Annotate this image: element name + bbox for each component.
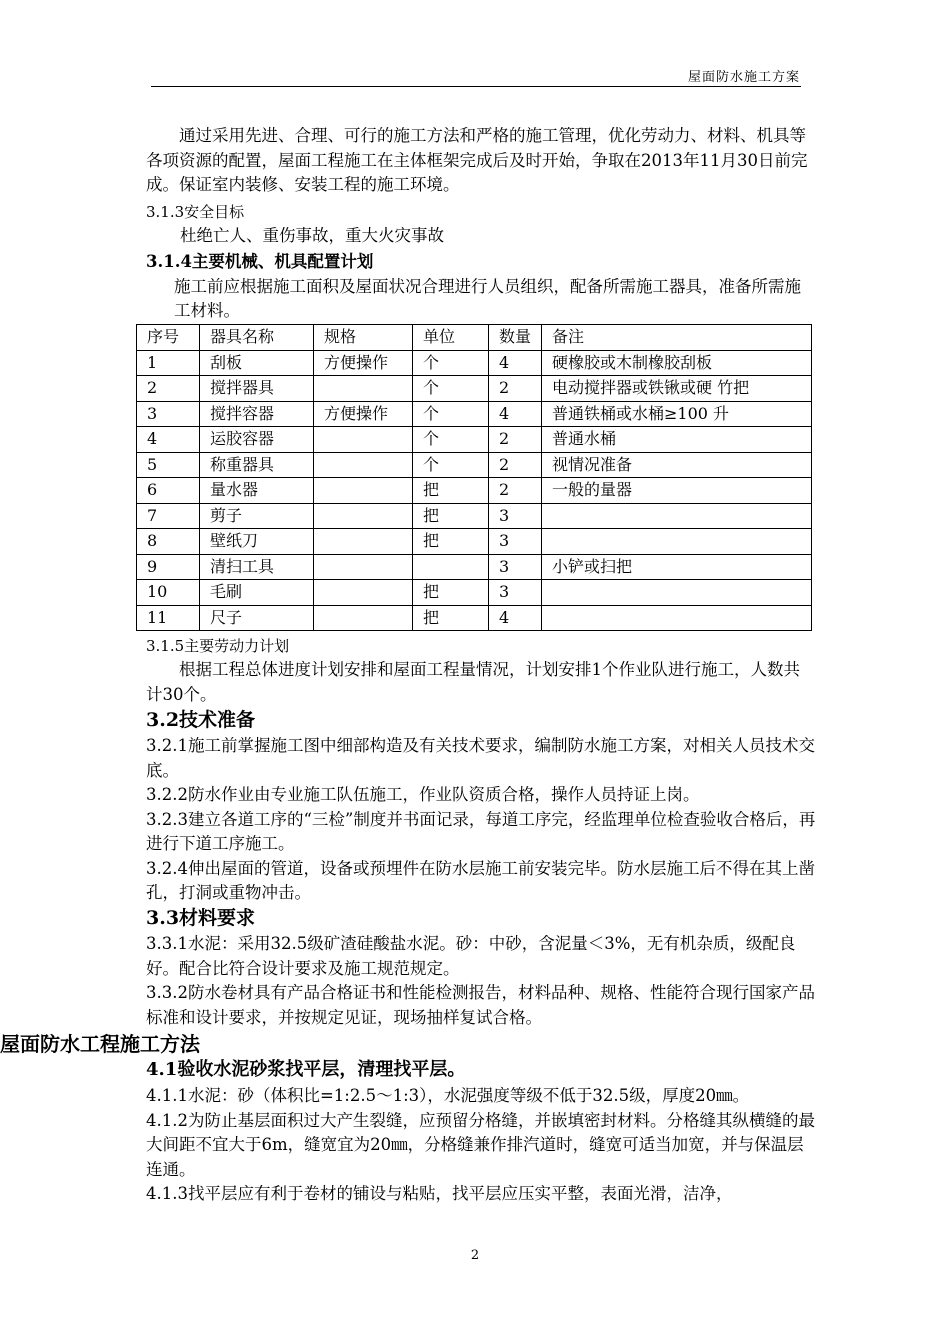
table-cell xyxy=(314,376,413,402)
table-cell: 个 xyxy=(413,401,489,427)
table-row xyxy=(137,605,812,631)
table-row xyxy=(137,452,812,478)
table-row xyxy=(137,401,812,427)
table-cell: 4 xyxy=(489,401,542,427)
table-cell: 视情况准备 xyxy=(542,452,812,478)
table-cell: 电动搅拌器或铁锹或硬 竹把 xyxy=(542,376,812,402)
table-cell: 3 xyxy=(137,401,200,427)
table-cell: 把 xyxy=(413,478,489,504)
header-cell: 器具名称 xyxy=(200,325,314,351)
table-cell xyxy=(314,427,413,453)
running-header: 屋面防水施工方案 xyxy=(687,70,800,85)
section-heading: 3.1.4主要机械、机具配置计划 xyxy=(146,252,374,271)
table-cell: 9 xyxy=(137,554,200,580)
table-cell: 方便操作 xyxy=(314,401,413,427)
table-cell: 2 xyxy=(489,478,542,504)
list-item: 3.2.1施工前掌握施工图中细部构造及有关技术要求，编制防水施工方案，对相关人员技术交底。 xyxy=(146,736,815,780)
table-cell xyxy=(314,452,413,478)
list-item: 3.3.2防水卷材具有产品合格证书和性能检测报告，材料品种、规格、性能符合现行国家产品标准和设计要求，并按规定见证，现场抽样复试合格。 xyxy=(146,983,815,1027)
table-cell: 2 xyxy=(489,427,542,453)
table-row xyxy=(137,478,812,504)
section-text: 施工前应根据施工面积及屋面状况合理进行人员组织，配备所需施工器具，准备所需施工材料。 xyxy=(174,276,801,320)
table-cell: 4 xyxy=(489,350,542,376)
table-cell: 剪子 xyxy=(200,503,314,529)
intro-paragraph: 通过采用先进、合理、可行的施工方法和严格的施工管理，优化劳动力、材料、机具等各项资源的配置，屋面工程施工在主体框架完成后及时开始，争取在2013年11月30日前完成。保证室内装修、安装工程的施工环境。 xyxy=(146,126,808,194)
table-cell: 搅拌器具 xyxy=(200,376,314,402)
table-cell xyxy=(314,580,413,606)
list-item: 4.1.1水泥：砂（体积比=1:2.5～1:3），水泥强度等级不低于32.5级，厚度20㎜。 xyxy=(146,1086,750,1105)
section-3-1-5 xyxy=(146,634,816,707)
section-heading: 4.1验收水泥砂浆找平层，清理找平层。 xyxy=(146,1059,466,1080)
list-item: 3.2.2防水作业由专业施工队伍施工，作业队资质合格，操作人员持证上岗。 xyxy=(146,785,700,804)
table-cell: 2 xyxy=(489,452,542,478)
table-cell xyxy=(314,605,413,631)
section-3-1-4 xyxy=(146,250,816,324)
section-3-3 xyxy=(146,904,816,1030)
table-cell: 个 xyxy=(413,376,489,402)
table-cell: 7 xyxy=(137,503,200,529)
table-cell: 把 xyxy=(413,529,489,555)
table-cell: 刮板 xyxy=(200,350,314,376)
table-cell xyxy=(542,605,812,631)
header-cell: 序号 xyxy=(137,325,200,351)
table-cell: 3 xyxy=(489,554,542,580)
intro-section xyxy=(146,124,816,198)
table-cell xyxy=(314,478,413,504)
table-cell: 硬橡胶或木制橡胶刮板 xyxy=(542,350,812,376)
table-cell: 毛刷 xyxy=(200,580,314,606)
table-cell: 普通铁桶或水桶≥100 升 xyxy=(542,401,812,427)
header-rule xyxy=(151,86,801,87)
list-item: 3.2.3建立各道工序的“三检”制度并书面记录，每道工序完，经监理单位检查验收合格后，再进行下道工序施工。 xyxy=(146,809,816,853)
table-cell: 3 xyxy=(489,580,542,606)
table-cell xyxy=(314,554,413,580)
section-heading: 3.2技术准备 xyxy=(146,709,256,731)
section-heading: 3.1.5主要劳动力计划 xyxy=(146,637,290,655)
section-heading: 3.1.3安全目标 xyxy=(146,203,245,221)
table-cell: 普通水桶 xyxy=(542,427,812,453)
table-cell xyxy=(542,529,812,555)
section-3-2 xyxy=(146,706,816,906)
tools-table xyxy=(136,324,812,631)
table-cell: 称重器具 xyxy=(200,452,314,478)
list-item: 4.1.2为防止基层面积过大产生裂缝，应预留分格缝，并嵌填密封材料。分格缝其纵横缝的最大间距不宜大于6m，缝宽宜为20㎜，分格缝兼作排汽道时，缝宽可适当加宽，并与保温层连通。 xyxy=(146,1110,815,1179)
chapter-heading: 屋面防水工程施工方法 xyxy=(0,1032,200,1056)
table-cell: 方便操作 xyxy=(314,350,413,376)
table-row xyxy=(137,580,812,606)
table-cell: 把 xyxy=(413,503,489,529)
table-cell xyxy=(413,554,489,580)
table-cell: 个 xyxy=(413,452,489,478)
table-cell: 把 xyxy=(413,605,489,631)
table-row xyxy=(137,350,812,376)
table-cell: 1 xyxy=(137,350,200,376)
list-item: 3.3.1水泥：采用32.5级矿渣硅酸盐水泥。砂：中砂，含泥量＜3%，无有机杂质，级配良好。配合比符合设计要求及施工规范规定。 xyxy=(146,934,796,978)
table-header-row xyxy=(137,325,812,351)
table-cell: 2 xyxy=(137,376,200,402)
table-cell: 小铲或扫把 xyxy=(542,554,812,580)
table-row xyxy=(137,503,812,529)
table-cell: 10 xyxy=(137,580,200,606)
list-item: 3.2.4伸出屋面的管道，设备或预埋件在防水层施工前安装完毕。防水层施工后不得在其上凿孔，打洞或重物冲击。 xyxy=(146,858,815,902)
table-cell xyxy=(314,503,413,529)
table-cell: 一般的量器 xyxy=(542,478,812,504)
header-cell: 备注 xyxy=(542,325,812,351)
table-cell: 搅拌容器 xyxy=(200,401,314,427)
list-item: 4.1.3找平层应有利于卷材的铺设与粘贴，找平层应压实平整，表面光滑，洁净， xyxy=(146,1184,733,1203)
table-cell xyxy=(542,580,812,606)
header-cell: 单位 xyxy=(413,325,489,351)
table-cell: 尺子 xyxy=(200,605,314,631)
table-cell: 8 xyxy=(137,529,200,555)
section-4-1 xyxy=(146,1056,816,1207)
table-cell: 4 xyxy=(489,605,542,631)
table-row xyxy=(137,529,812,555)
table-cell: 2 xyxy=(489,376,542,402)
page-number: 2 xyxy=(470,1248,480,1263)
table-row xyxy=(137,427,812,453)
header-cell: 规格 xyxy=(314,325,413,351)
table-cell: 清扫工具 xyxy=(200,554,314,580)
table-cell xyxy=(542,503,812,529)
table-cell: 3 xyxy=(489,503,542,529)
table-cell: 3 xyxy=(489,529,542,555)
table-cell: 6 xyxy=(137,478,200,504)
table-cell xyxy=(314,529,413,555)
table-cell: 量水器 xyxy=(200,478,314,504)
table-cell: 5 xyxy=(137,452,200,478)
section-text: 根据工程总体进度计划安排和屋面工程量情况，计划安排1个作业队进行施工，人数共计30个。 xyxy=(146,660,800,704)
table-row xyxy=(137,376,812,402)
section-3-1-3 xyxy=(146,200,816,249)
table-cell: 4 xyxy=(137,427,200,453)
section-heading: 3.3材料要求 xyxy=(146,907,256,929)
table-cell: 壁纸刀 xyxy=(200,529,314,555)
table-cell: 个 xyxy=(413,350,489,376)
table-row xyxy=(137,554,812,580)
section-text: 杜绝亡人、重伤事故，重大火灾事故 xyxy=(180,226,444,245)
table-cell: 个 xyxy=(413,427,489,453)
header-cell: 数量 xyxy=(489,325,542,351)
table-cell: 运胶容器 xyxy=(200,427,314,453)
table-cell: 11 xyxy=(137,605,200,631)
table-cell: 把 xyxy=(413,580,489,606)
